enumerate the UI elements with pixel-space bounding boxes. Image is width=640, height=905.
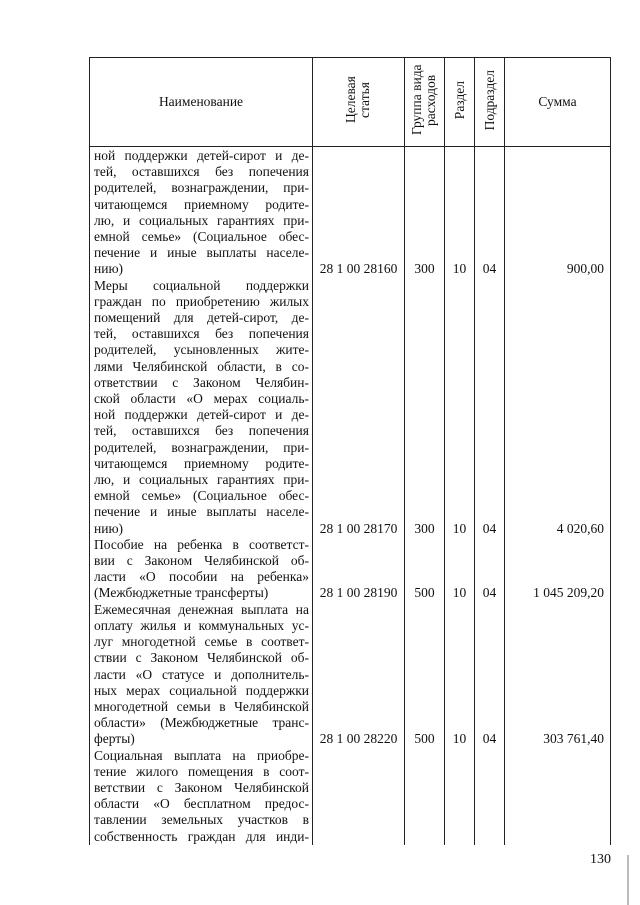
group-value: 500 bbox=[414, 585, 435, 601]
group-column bbox=[405, 147, 445, 845]
name-line: ствии с Законом Челябинской об- bbox=[94, 650, 309, 666]
name-line: ответствии с Законом Челябин- bbox=[94, 374, 309, 390]
header-section: Раздел bbox=[445, 58, 475, 147]
name-line: тение жилого помещения в соот- bbox=[94, 763, 309, 779]
name-line: граждан по приобретению жилых bbox=[94, 293, 309, 309]
subsection-value: 04 bbox=[482, 585, 497, 601]
name-line: Ежемесячная денежная выплата на bbox=[94, 601, 309, 617]
subsection-value: 04 bbox=[482, 261, 497, 277]
header-article: Целевая статья bbox=[313, 58, 405, 147]
name-line: ной поддержки детей-сирот и де- bbox=[94, 407, 309, 423]
name-line: читающемся приемному родите- bbox=[94, 455, 309, 471]
group-value: 300 bbox=[414, 261, 435, 277]
section-value: 10 bbox=[452, 731, 467, 747]
article-value: 28 1 00 28220 bbox=[319, 731, 398, 747]
name-line: луг многодетной семье в соответ- bbox=[94, 634, 309, 650]
article-column bbox=[313, 147, 405, 845]
header-name: Наименование bbox=[90, 58, 313, 147]
name-line: емной семье» (Социальное обес- bbox=[94, 229, 309, 245]
name-line: ферты) bbox=[94, 731, 135, 747]
page-number: 130 bbox=[590, 852, 611, 867]
header-group: Группа вида расходов bbox=[405, 58, 445, 147]
article-value: 28 1 00 28160 bbox=[319, 261, 398, 277]
name-line: области «О бесплатном предос- bbox=[94, 796, 309, 812]
scan-edge bbox=[627, 855, 629, 905]
sum-value: 1 045 209,20 bbox=[533, 585, 604, 601]
header-subsection: Подраздел bbox=[475, 58, 505, 147]
name-line: печение и иные выплаты населе- bbox=[94, 504, 309, 520]
name-line: нию) bbox=[94, 520, 124, 536]
section-value: 10 bbox=[452, 261, 467, 277]
name-line: читающемся приемному родите- bbox=[94, 196, 309, 212]
header-sum: Сумма bbox=[505, 58, 611, 147]
name-line: помещений для детей-сирот, де- bbox=[94, 310, 309, 326]
name-line: лю, и социальных гарантиях при- bbox=[94, 472, 309, 488]
name-line: лю, и социальных гарантиях при- bbox=[94, 212, 309, 228]
subsection-column bbox=[475, 147, 505, 845]
section-value: 10 bbox=[452, 585, 467, 601]
name-line: Меры социальной поддержки bbox=[94, 277, 309, 293]
name-line: тей, оставшихся без попечения bbox=[94, 164, 309, 180]
table-header-row bbox=[90, 58, 611, 147]
section-value: 10 bbox=[452, 520, 467, 536]
subsection-value: 04 bbox=[482, 520, 497, 536]
name-line: родителей, вознаграждении, при- bbox=[94, 180, 309, 196]
name-line: тей, оставшихся без попечения bbox=[94, 423, 309, 439]
article-value: 28 1 00 28190 bbox=[319, 585, 398, 601]
name-line: емной семье» (Социальное обес- bbox=[94, 488, 309, 504]
table-body-row bbox=[90, 147, 611, 845]
name-line: ных мерах социальной поддержки bbox=[94, 682, 309, 698]
budget-table bbox=[89, 57, 611, 845]
name-line: тей, оставшихся без попечения bbox=[94, 326, 309, 342]
article-value: 28 1 00 28170 bbox=[319, 520, 398, 536]
name-line: ласти «О статусе и дополнитель- bbox=[94, 666, 309, 682]
name-line: нию) bbox=[94, 261, 124, 277]
sum-value: 303 761,40 bbox=[543, 731, 604, 747]
name-line: тавлении земельных участков в bbox=[94, 812, 309, 828]
name-line: родителей, усыновленных жите- bbox=[94, 342, 309, 358]
subsection-value: 04 bbox=[482, 731, 497, 747]
name-line: ной поддержки детей-сирот и де- bbox=[94, 148, 309, 163]
name-line: печение и иные выплаты населе- bbox=[94, 245, 309, 261]
sum-value: 4 020,60 bbox=[556, 520, 604, 536]
name-line: (Межбюджетные трансферты) bbox=[94, 585, 269, 601]
sum-value: 900,00 bbox=[566, 261, 604, 277]
sum-column bbox=[505, 147, 611, 845]
name-line: родителей, вознаграждении, при- bbox=[94, 439, 309, 455]
section-column bbox=[445, 147, 475, 845]
name-column bbox=[90, 147, 313, 845]
name-line: вии с Законом Челябинской об- bbox=[94, 553, 309, 569]
name-line: ласти «О пособии на ребенка» bbox=[94, 569, 309, 585]
name-line: Социальная выплата на приобре- bbox=[94, 747, 309, 763]
name-line: многодетной семьи в Челябинской bbox=[94, 698, 309, 714]
group-value: 300 bbox=[414, 520, 435, 536]
name-line: ской области «О мерах социаль- bbox=[94, 391, 309, 407]
name-line: лями Челябинской области, в со- bbox=[94, 358, 309, 374]
group-value: 500 bbox=[414, 731, 435, 747]
name-line: ветствии с Законом Челябинской bbox=[94, 779, 309, 795]
name-line: области» (Межбюджетные транс- bbox=[94, 715, 309, 731]
name-line: Пособие на ребенка в соответст- bbox=[94, 536, 309, 552]
name-line: оплату жилья и коммунальных ус- bbox=[94, 617, 309, 633]
name-line: собственность граждан для инди- bbox=[94, 828, 309, 844]
